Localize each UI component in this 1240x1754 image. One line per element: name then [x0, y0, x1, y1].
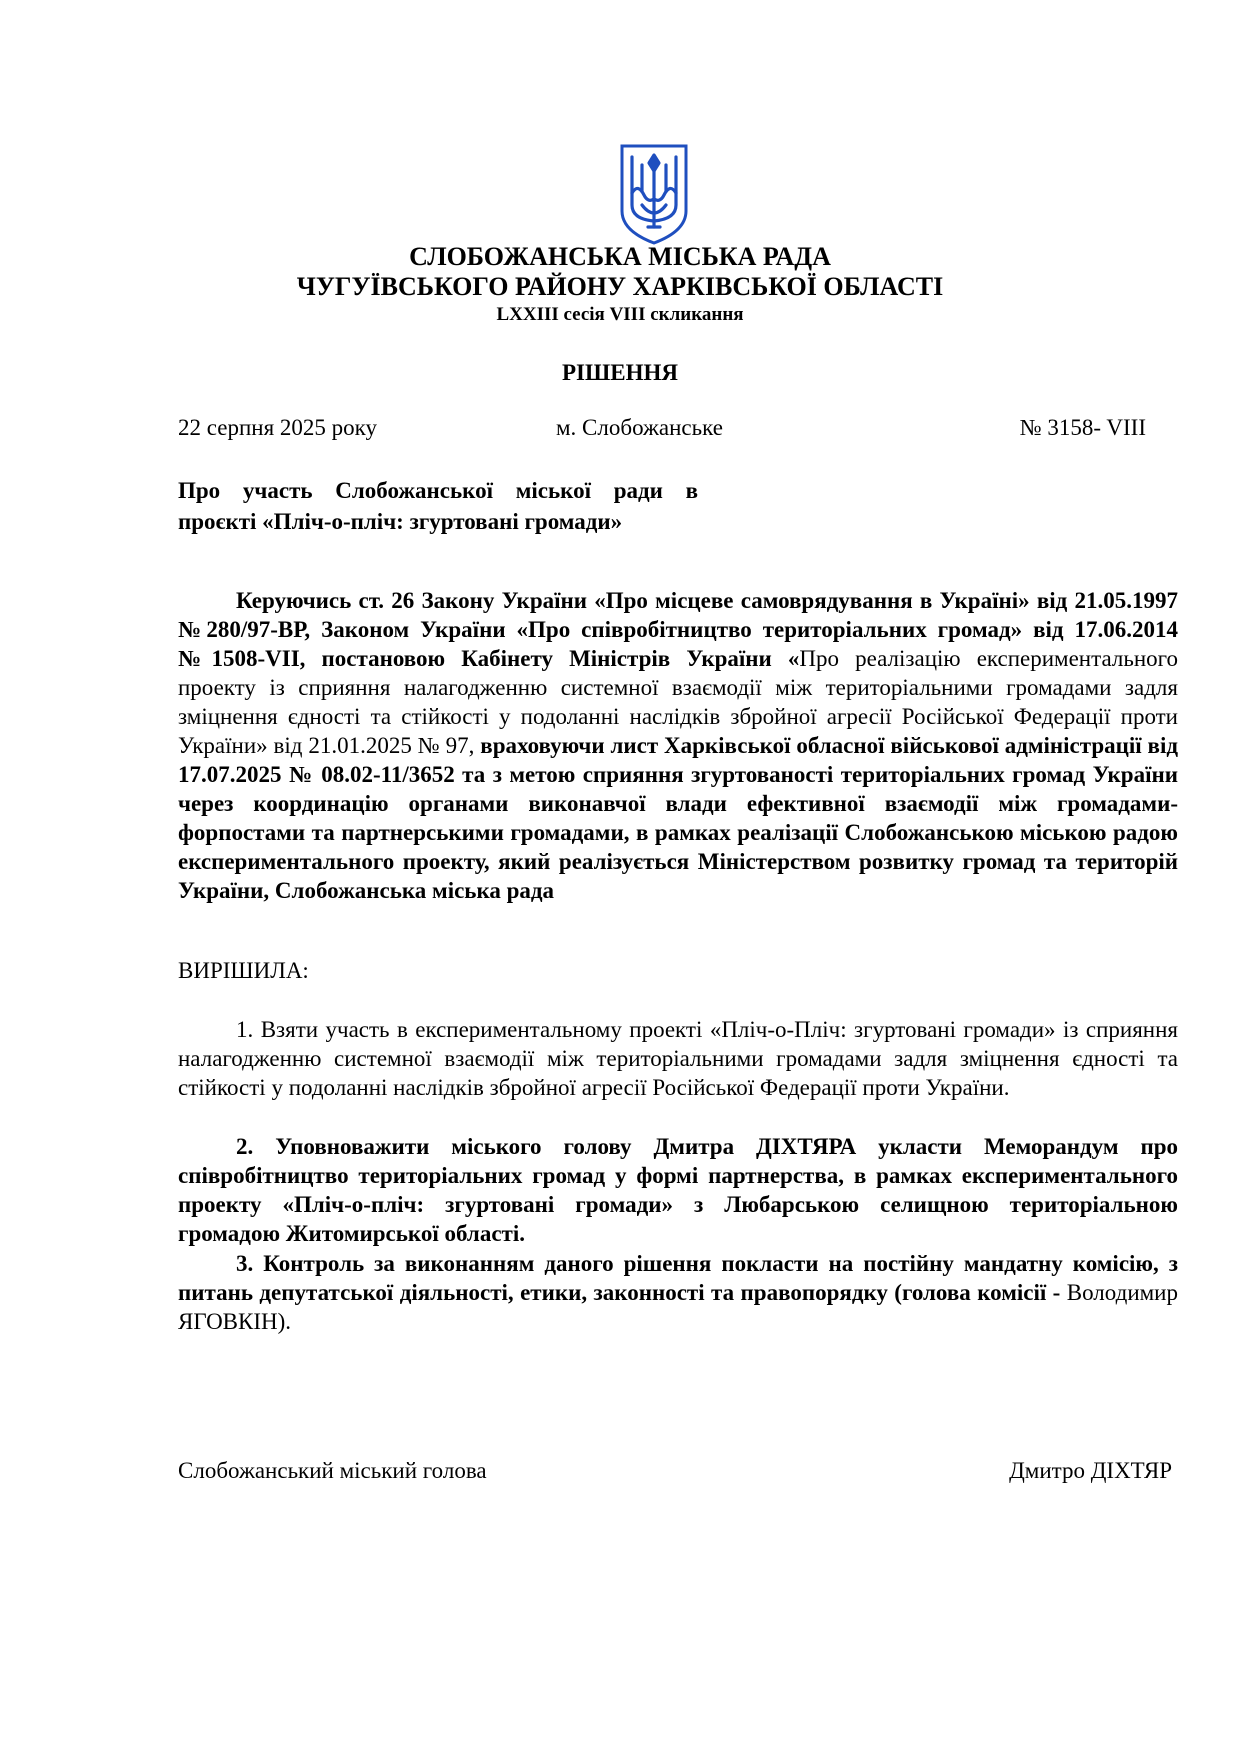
decision-city: м. Слобожанське: [556, 415, 723, 440]
district-name: ЧУГУЇВСЬКОГО РАЙОНУ ХАРКІВСЬКОЇ ОБЛАСТІ: [296, 272, 944, 301]
session-line: LXXIII сесія VIII скликання: [496, 304, 744, 325]
signature-name: Дмитро ДІХТЯР: [1009, 1458, 1172, 1483]
preamble-part-1: Керуючись ст. 26 Закону України «Про місцеве самоврядування в Україні» від 21.05.1997 №280/97-ВР, Законом України «Про співробітництво територіальних громад» від 17.06.2014 №1508-VII, постановою Кабінету Міністрів України «: [178, 588, 1178, 671]
decision-item-3: [178, 1249, 1178, 1336]
subject-line-1: Про участь Слобожанської міської ради в: [178, 478, 698, 503]
decision-item-3-chair: Володимир ЯГОВКІН).: [178, 1280, 1178, 1334]
preamble-paragraph: [178, 586, 1178, 905]
preamble-part-2: Про реалізацію експериментального проекту із сприяння налагодженню системної взаємодії між територіальними громадами задля зміцнення єдності та стійкості у подоланні наслідків збройної агресії Російської Федерації проти України» від 21.01.2025 № 97,: [178, 646, 1178, 758]
decision-number: № 3158- VIII: [1019, 415, 1146, 440]
trident-coat-of-arms-icon: [618, 143, 690, 246]
preamble-part-3: враховуючи лист Харківської обласної військової адміністрації від 17.07.2025 № 08.02-11/3652 та з метою сприяння згуртованості територіальних громад України через координацію органами виконавчої влади ефективної взаємодії між громадами-форпостами та партнерськими громадами, в рамках реалізації Слобожанською міською радою експериментального проекту, який реалізується Міністерством розвитку громад та територій України, Слобожанська міська рада: [178, 733, 1178, 903]
decided-heading: ВИРІШИЛА:: [178, 958, 309, 983]
decision-subject: [178, 475, 698, 537]
decision-item-2: 2. Уповноважити міського голову Дмитра ДІХТЯРА укласти Меморандум про співробітництво територіальних громад у формі партнерства, в рамках експериментального проекту «Пліч-о-пліч: згуртовані громади» з Любарською селищною територіальною громадою Житомирської області.: [178, 1134, 1178, 1246]
document-type: РІШЕННЯ: [562, 360, 678, 385]
decision-item-3-main: 3. Контроль за виконанням даного рішення покласти на постійну мандатну комісію, з питань депутатської діяльності, етики, законності та правопорядку (голова комісії -: [178, 1251, 1178, 1305]
decision-date: 22 серпня 2025 року: [178, 415, 377, 440]
decision-item-1: 1. Взяти участь в експериментальному проекті «Пліч-о-Пліч: згуртовані громади» із сприяння налагодженню системної взаємодії між територіальними громадами задля зміцнення єдності та стійкості у подоланні наслідків збройної агресії Російської Федерації проти України.: [178, 1017, 1178, 1100]
signature-position: Слобожанський міський голова: [178, 1458, 487, 1483]
council-name: СЛОБОЖАНСЬКА МІСЬКА РАДА: [409, 242, 831, 271]
subject-line-2: проєкті «Пліч-о-пліч: згуртовані громади»: [178, 509, 623, 534]
